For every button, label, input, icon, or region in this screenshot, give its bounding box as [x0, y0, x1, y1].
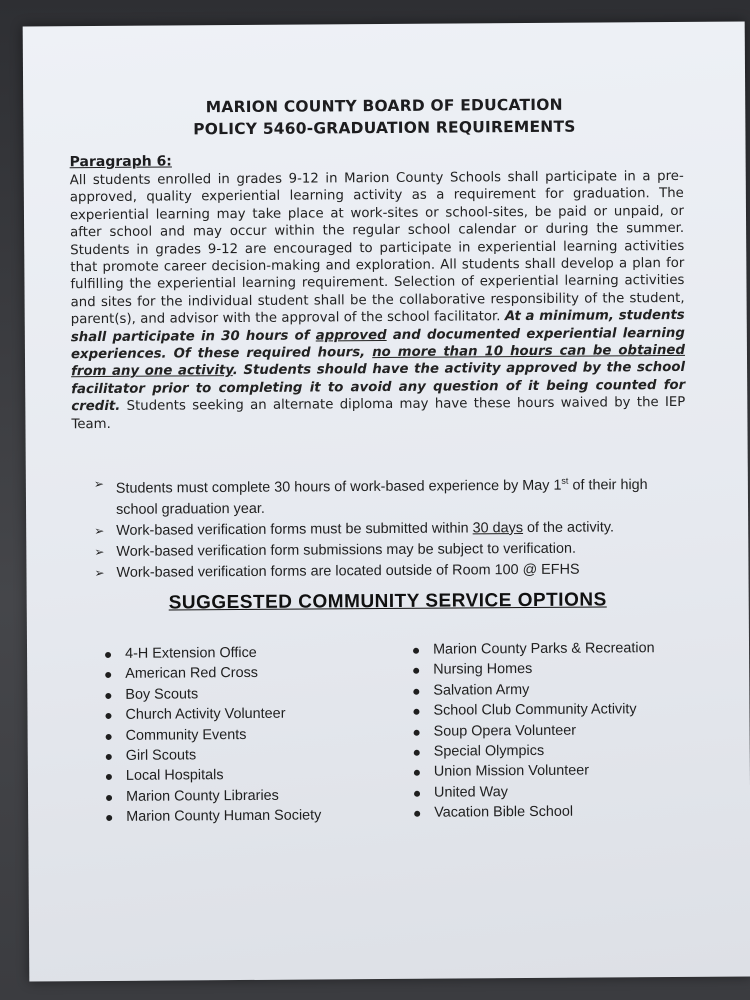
- requirement-item: ➢ Work-based verification forms are located outside of Room 100 @ EFHS: [94, 559, 684, 584]
- bullet-dot-icon: [105, 672, 111, 678]
- arrow-bullet-icon: ➢: [94, 523, 105, 538]
- paper-sheet: [23, 21, 750, 981]
- option-item: Special Olympics: [412, 740, 656, 762]
- option-item: Marion County Libraries: [104, 785, 321, 807]
- requirements-list: [94, 470, 685, 584]
- bullet-dot-icon: [414, 791, 420, 797]
- policy-paragraph: [70, 168, 686, 433]
- bullet-dot-icon: [106, 795, 112, 801]
- bullet-dot-icon: [105, 652, 111, 658]
- underlined-limit: no more than 10 hours can be obtained from any one activity: [71, 342, 686, 380]
- option-item: Boy Scouts: [103, 683, 320, 705]
- paragraph-emphasis: At a minimum, students shall participate in 30 hours of approved and documented experiential learning experiences. Of these required hours, no more than 10 hours can be obtained from any one activity. Students should have the activity approved by the school facilitator prior to completing it to avoid any question of it being counted for credit.: [70, 308, 686, 415]
- arrow-bullet-icon: ➢: [93, 476, 104, 492]
- bullet-dot-icon: [413, 648, 419, 654]
- requirement-item: ➢ Work-based verification forms must be submitted within 30 days of the activity.: [94, 517, 684, 542]
- arrow-bullet-icon: ➢: [94, 544, 105, 559]
- paragraph-label: Paragraph 6:: [69, 153, 172, 171]
- bullet-dot-icon: [106, 815, 112, 821]
- option-item: 4-H Extension Office: [103, 642, 320, 664]
- option-item: Vacation Bible School: [412, 801, 656, 823]
- bullet-dot-icon: [105, 693, 111, 699]
- bullet-dot-icon: [105, 713, 111, 719]
- option-item: Union Mission Volunteer: [412, 760, 656, 782]
- document-title-line1: MARION COUNTY BOARD OF EDUCATION: [205, 95, 563, 117]
- option-item: American Red Cross: [103, 663, 320, 685]
- option-item: Nursing Homes: [411, 659, 655, 681]
- option-item: School Club Community Activity: [411, 699, 655, 721]
- bullet-dot-icon: [413, 689, 419, 695]
- requirement-item: ➢ Work-based verification form submissions may be subject to verification.: [94, 538, 684, 563]
- paragraph-text: All students enrolled in grades 9-12 in Marion County Schools shall participate in a pre-approved, quality experiential learning activity as a requirement for graduation. The experiential learning may take place at work-sites or school-sites, be paid or unpaid, or after school and may occur within the regular school calendar or during the summer. Students in grades 9-12 are encouraged to participate in experiential learning activities that promote career decision-making and exploration. All students shall develop a plan for fulfilling the experiential learning requirement. Selection of experiential learning activities and sites for the individual student shall be the collaborative responsibility of the student, parent(s), and advisor with the approval of the school facilitator.: [69, 168, 685, 328]
- option-item: Soup Opera Volunteer: [412, 720, 656, 742]
- option-item: Girl Scouts: [104, 744, 321, 766]
- arrow-bullet-icon: ➢: [94, 565, 105, 580]
- option-item: Salvation Army: [411, 679, 655, 701]
- bullet-dot-icon: [414, 811, 420, 817]
- bullet-dot-icon: [413, 709, 419, 715]
- option-item: Marion County Human Society: [104, 806, 321, 828]
- bullet-dot-icon: [106, 754, 112, 760]
- underlined-approved: approved: [315, 327, 387, 344]
- bullet-dot-icon: [106, 733, 112, 739]
- paragraph-text-end: Students seeking an alternate diploma may have these hours waived by the IEP Team.: [71, 395, 686, 432]
- section-title: SUGGESTED COMMUNITY SERVICE OPTIONS: [168, 589, 607, 614]
- bullet-dot-icon: [413, 668, 419, 674]
- bullet-dot-icon: [414, 729, 420, 735]
- option-item: Marion County Parks & Recreation: [411, 638, 655, 660]
- requirement-item: ➢ Students must complete 30 hours of work-based experience by May 1st of their high school graduation year.: [93, 475, 648, 518]
- options-list-right: [411, 638, 656, 823]
- document-title-line2: POLICY 5460-GRADUATION REQUIREMENTS: [193, 117, 576, 139]
- option-item: United Way: [412, 781, 656, 803]
- option-item: Church Activity Volunteer: [103, 704, 320, 726]
- option-item: Community Events: [104, 724, 321, 746]
- bullet-dot-icon: [414, 750, 420, 756]
- bullet-dot-icon: [414, 770, 420, 776]
- option-item: Local Hospitals: [104, 765, 321, 787]
- options-list-left: [103, 642, 321, 827]
- bullet-dot-icon: [106, 774, 112, 780]
